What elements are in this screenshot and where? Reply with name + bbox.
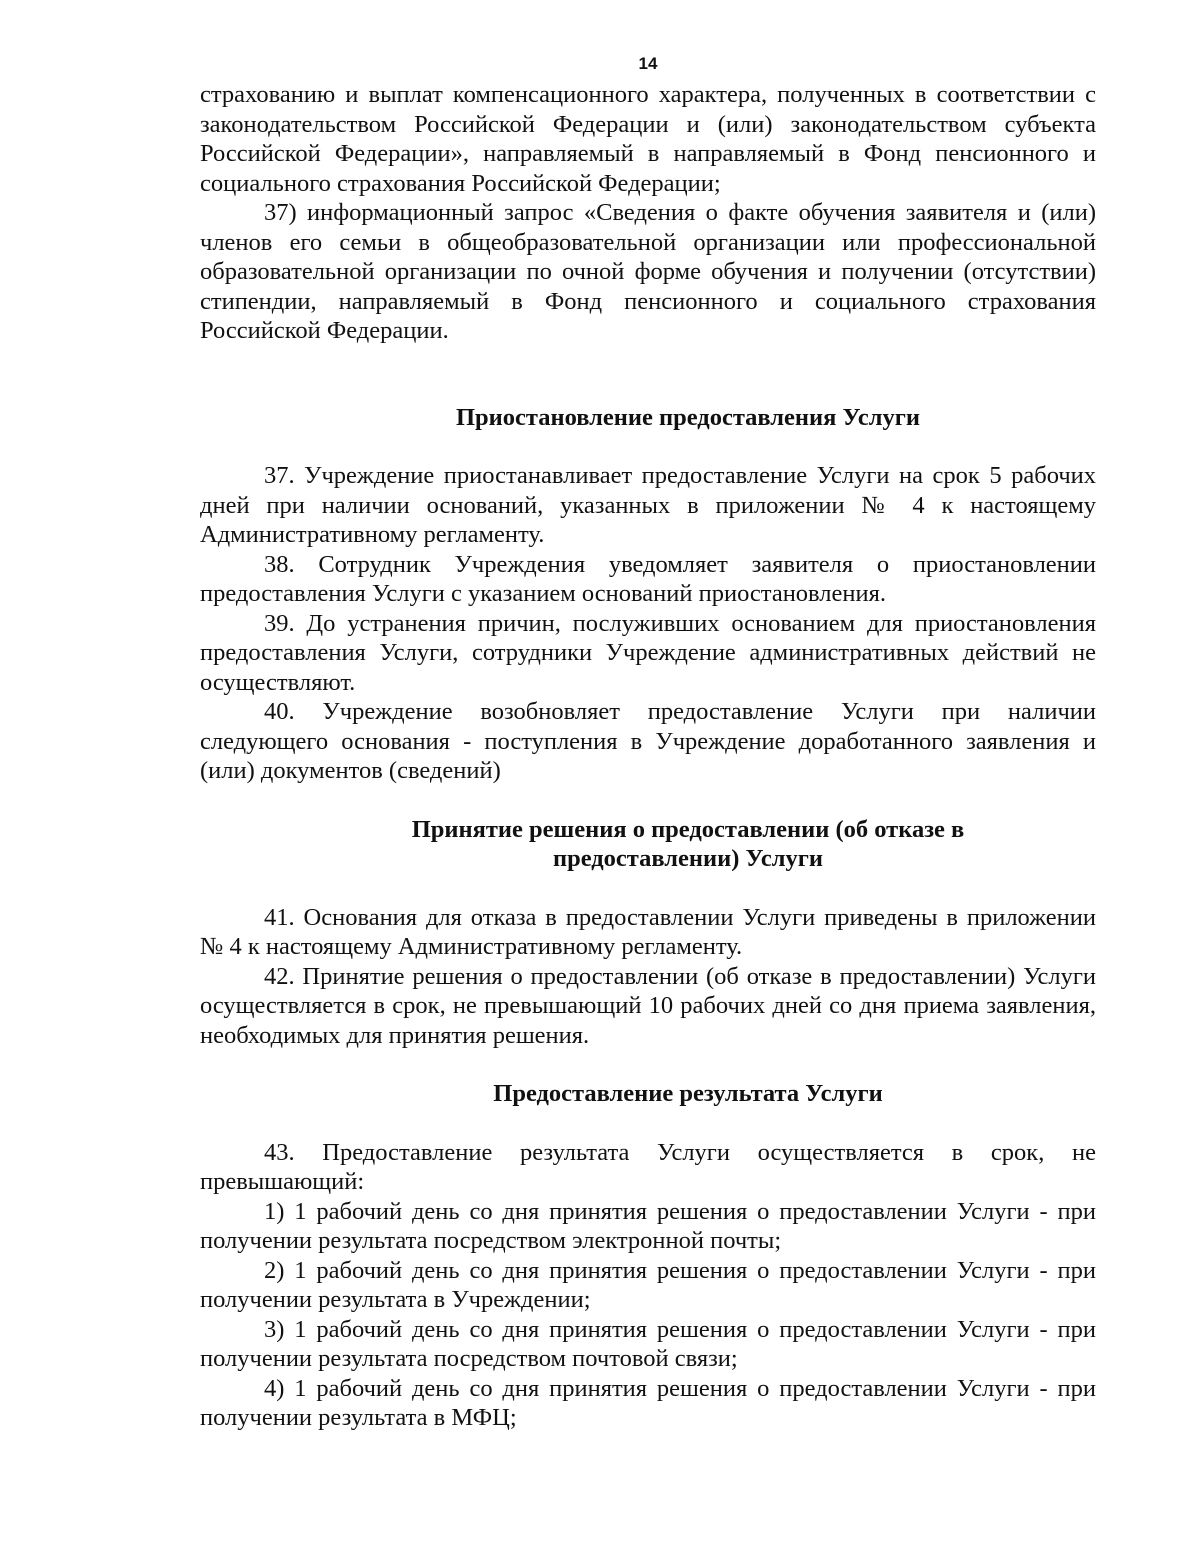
section-heading-result: Предоставление результата Услуги [493, 1080, 883, 1107]
paragraph-39: 39. До устранения причин, послуживших основанием для приостановления предоставления Услуги, сотрудники Учреждение административных действий не осуществляют. [200, 609, 1096, 696]
paragraph-40: 40. Учреждение возобновляет предоставление Услуги при наличии следующего основания - поступления в Учреждение доработанного заявления и (или) документов (сведений) [200, 698, 1096, 784]
paragraph-43-item-2: 2) 1 рабочий день со дня принятия решения о предоставлении Услуги - при получении результата в Учреждении; [200, 1256, 1096, 1313]
paragraph-43-item-4: 4) 1 рабочий день со дня принятия решения о предоставлении Услуги - при получении результата в МФЦ; [200, 1374, 1096, 1431]
paragraph-43: 43. Предоставление результата Услуги осуществляется в срок, не превышающий: [200, 1138, 1096, 1195]
paragraph-43-item-3: 3) 1 рабочий день со дня принятия решения о предоставлении Услуги - при получении результата посредством почтовой связи; [200, 1315, 1096, 1372]
section-heading-suspension: Приостановление предоставления Услуги [455, 403, 920, 431]
paragraph-41: 41. Основания для отказа в предоставлении Услуги приведены в приложении № 4 к настоящему Административному регламенту. [200, 903, 1096, 960]
section-heading-decision [200, 815, 1096, 874]
document-body [200, 80, 1096, 1433]
paragraph-43-item-1: 1) 1 рабочий день со дня принятия решения о предоставлении Услуги - при получении результата посредством электронной почты; [200, 1197, 1096, 1254]
page-number: 14 [638, 54, 658, 73]
paragraph-38: 38. Сотрудник Учреждения уведомляет заявителя о приостановлении предоставления Услуги с указанием оснований приостановления. [200, 550, 1096, 607]
section-heading-decision-line2: предоставлении) Услуги [552, 845, 823, 872]
paragraph-42: 42. Принятие решения о предоставлении (об отказе в предоставлении) Услуги осуществляется в срок, не превышающий 10 рабочих дней со дня приема заявления, необходимых для принятия решения. [200, 962, 1096, 1049]
paragraph-item-37-request: 37) информационный запрос «Сведения о факте обучения заявителя и (или) членов его семьи в общеобразовательной организации или профессиональной образовательной организации по очной форме обучения и получении (отсутствии) стипендии, направляемый в Фонд пенсионного и социального страхования Российской Федерации. [200, 199, 1096, 344]
section-heading-decision-line1: Принятие решения о предоставлении (об отказе в [411, 815, 965, 843]
paragraph-continuation: страхованию и выплат компенсационного характера, полученных в соответствии с законодательством Российской Федерации и (или) законодательством субъекта Российской Федерации», направляемый в направляемый в Фонд пенсионного и социального страхования Российской Федерации; [200, 81, 1096, 197]
paragraph-37: 37. Учреждение приостанавливает предоставление Услуги на срок 5 рабочих дней при наличии оснований, указанных в приложении № 4 к настоящему Административному регламенту. [200, 462, 1096, 548]
